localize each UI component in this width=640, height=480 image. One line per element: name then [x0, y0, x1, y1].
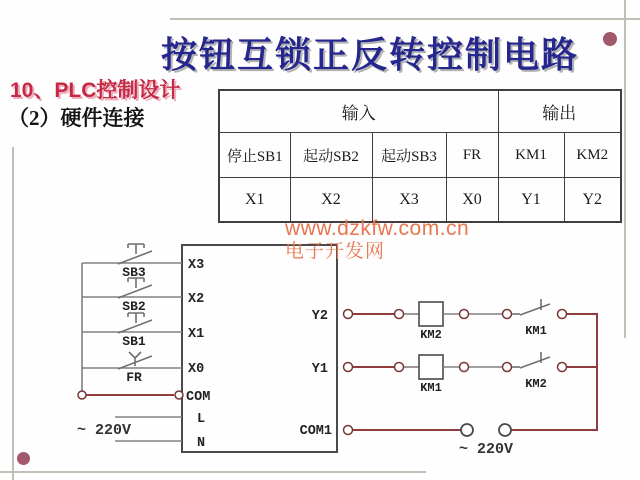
input-header-cell: 输入	[219, 90, 498, 133]
plc-terminal-com1: COM1	[299, 424, 332, 439]
switch-label-sb3: SB3	[122, 265, 146, 280]
device-cell: 起动SB2	[290, 133, 372, 178]
subsection-heading: （2）硬件连接	[8, 106, 145, 130]
device-cell: FR	[446, 133, 498, 178]
address-cell: Y2	[564, 178, 621, 223]
device-cell: KM1	[498, 133, 564, 178]
device-cell: KM2	[564, 133, 621, 178]
y1-output-row	[344, 352, 598, 395]
switch-label-sb1: SB1	[122, 334, 146, 349]
slide-title: 按钮互锁正反转控制电路	[160, 34, 579, 75]
output-supply-label: ~ 220V	[458, 441, 514, 458]
input-bus	[82, 263, 182, 441]
section-heading: 10、PLC控制设计	[10, 79, 181, 102]
plc-terminal-n: N	[197, 436, 206, 451]
address-cell: X1	[219, 178, 290, 223]
km2-nc-contact	[520, 357, 550, 368]
device-cell: 起动SB3	[372, 133, 446, 178]
plc-terminal-y1: Y1	[311, 362, 328, 377]
watermark-url: www.dzkfw.com.cn	[285, 217, 470, 240]
address-cell: X3	[372, 178, 446, 223]
y2-coil-label: KM2	[420, 328, 442, 342]
plc-terminal-com: COM	[186, 390, 211, 405]
switch-label-sb2: SB2	[122, 299, 146, 314]
device-cell: 停止SB1	[219, 133, 290, 178]
plc-terminal-l: L	[197, 412, 206, 427]
y2-contact-label: KM1	[525, 324, 547, 338]
output-header-cell: 输出	[498, 90, 621, 133]
y1-contact-label: KM2	[525, 377, 547, 391]
input-supply-label: ~ 220V	[76, 422, 132, 439]
y1-coil-label: KM1	[420, 381, 442, 395]
address-cell: X2	[290, 178, 372, 223]
plc-box	[182, 245, 337, 452]
output-supply-row	[344, 313, 598, 458]
address-cell: X0	[446, 178, 498, 223]
supply-terminal-left	[461, 424, 473, 436]
com-terminal-left	[78, 391, 86, 399]
plc-terminal-x0: X0	[188, 362, 205, 377]
plc-terminal-x3: X3	[188, 258, 205, 273]
y2-output-row	[344, 299, 598, 342]
watermark	[285, 217, 469, 263]
plc-terminal-x1: X1	[188, 327, 205, 342]
address-cell: Y1	[498, 178, 564, 223]
plc-terminal-x2: X2	[188, 292, 205, 307]
switch-label-fr: FR	[126, 370, 142, 385]
com-terminal-plc	[175, 391, 183, 399]
watermark-site-name: 电子开发网	[285, 241, 386, 262]
plc-terminal-y2: Y2	[311, 309, 328, 324]
km2-coil	[419, 302, 443, 326]
km1-coil	[419, 355, 443, 379]
km1-nc-contact	[520, 304, 550, 315]
supply-terminal-right	[499, 424, 511, 436]
